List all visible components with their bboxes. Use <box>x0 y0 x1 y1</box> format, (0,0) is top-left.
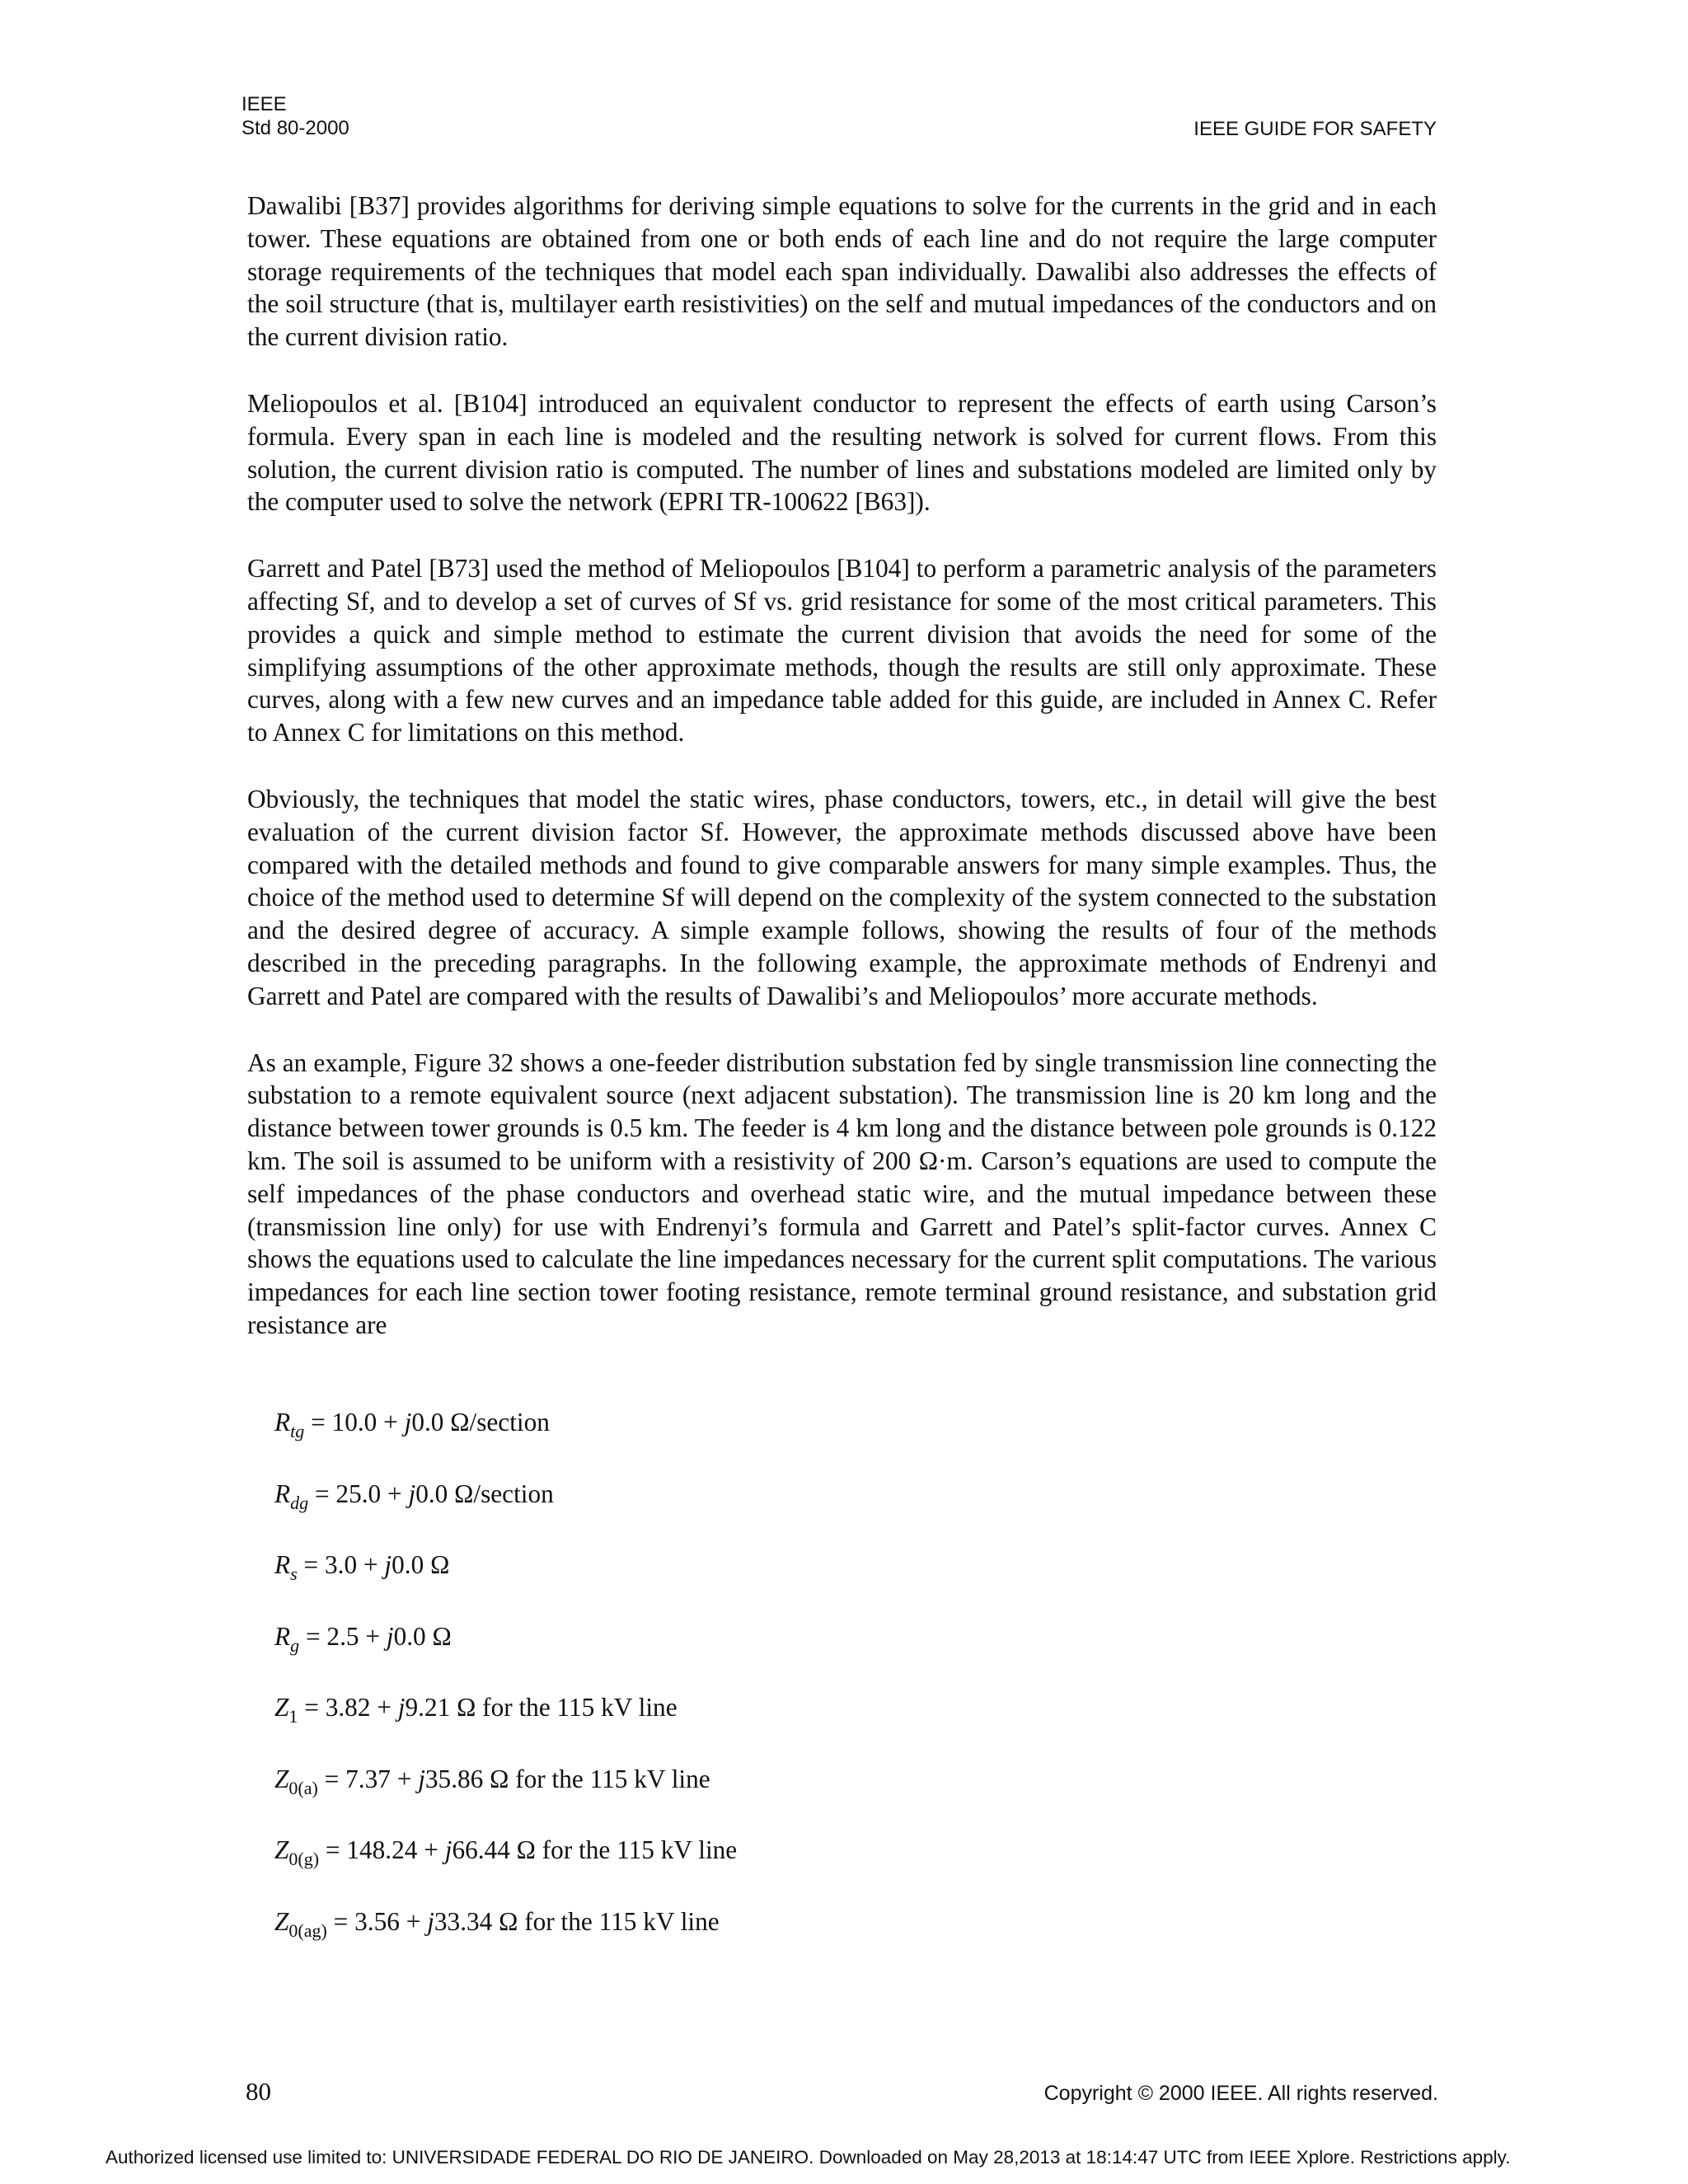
equation-list <box>274 1406 737 1976</box>
equation: $R_s = 3.0 + j0.0$ Ω <box>274 1550 450 1584</box>
body-text <box>247 190 1437 1376</box>
paragraph: As an example, Figure 32 shows a one-feeder distribution substation fed by single transmission line connecting the substation to a remote equivalent source (next adjacent substation). The transmission line is 20 km long and the distance between tower grounds is 0.5 km. The feeder is 4 km long and the distance between pole grounds is 0.122 km. The soil is assumed to be uniform with a resistivity of 200 Ω·m. Carson’s equations are used to compute the self impedances of the phase conductors and overhead static wire, and the mutual impedance between these (transmission line only) for use with Endrenyi’s formula and Garrett and Patel’s split-factor curves. Annex C shows the equations used to calculate the line impedances necessary for the current split computations. The various impedances for each line section tower footing resistance, remote terminal ground resistance, and substation grid resistance are <box>247 1047 1437 1339</box>
equation: $R_g = 2.5 + j0.0$ Ω <box>274 1621 452 1656</box>
equation: $Z_{0(ag)} = 3.56 + j33.34$ Ω for the 115 kV line <box>274 1906 720 1941</box>
paragraph: Dawalibi [B37] provides algorithms for deriving simple equations to solve for the currents in the grid and in each tower. These equations are obtained from one or both ends of each line and do not require the large computer storage requirements of the techniques that model each span individually. Dawalibi also addresses the effects of the soil structure (that is, multilayer earth resistivities) on the self and mutual impedances of the conductors and on the current division ratio. <box>247 191 1437 352</box>
header-org: IEEE <box>241 93 287 115</box>
paragraph: Garrett and Patel [B73] used the method of Meliopoulos [B104] to perform a parametric analysis of the parameters affecting Sf, and to develop a set of curves of Sf vs. grid resistance for some of the most critical parameters. This provides a quick and simple method to estimate the current division that avoids the need for some of the simplifying assumptions of the other approximate methods, though the results are still only approximate. These curves, along with a few new curves and an impedance table added for this guide, are included in Annex C. Refer to Annex C for limitations on this method. <box>247 554 1437 748</box>
header-std: Std 80-2000 <box>241 117 349 139</box>
running-header-left <box>241 92 349 140</box>
paragraph: Obviously, the techniques that model the static wires, phase conductors, towers, etc., in detail will give the best evaluation of the current division factor Sf. However, the approximate methods discussed above have been compared with the detailed methods and found to give comparable answers for many simple examples. Thus, the choice of the method used to determine Sf will depend on the complexity of the system connected to the substation and the desired degree of accuracy. A simple example follows, showing the results of four of the methods described in the preceding paragraphs. In the following example, the approximate methods of Endrenyi and Garrett and Patel are compared with the results of Dawalibi’s and Meliopoulos’ more accurate methods. <box>247 784 1437 1010</box>
license-notice: Authorized licensed use limited to: UNIVERSIDADE FEDERAL DO RIO DE JANEIRO. Downloaded on May 28,2013 at 18:14:47 UTC from IEEE Xplore. Restrictions apply. <box>106 2147 1511 2168</box>
equation: $Z_1 = 3.82 + j9.21$ Ω for the 115 kV line <box>274 1693 678 1727</box>
equation: $Z_{0(g)} = 148.24 + j66.44$ Ω for the 115 kV line <box>274 1835 738 1869</box>
equation: $R_{dg} = 25.0 + j0.0$ Ω/section <box>274 1479 554 1513</box>
equation: $Z_{0(a)} = 7.37 + j35.86$ Ω for the 115 kV line <box>274 1764 710 1798</box>
equation: $R_{tg} = 10.0 + j0.0$ Ω/section <box>274 1408 550 1441</box>
paragraph: Meliopoulos et al. [B104] introduced an equivalent conductor to represent the effects of earth using Carson’s formula. Every span in each line is modeled and the resulting network is solved for current flows. From this solution, the current division ratio is computed. The number of lines and substations modeled are limited only by the computer used to solve the network (EPRI TR-100622 [B63]). <box>247 388 1437 517</box>
page-number: 80 <box>246 2077 271 2106</box>
header-title: IEEE GUIDE FOR SAFETY <box>1193 118 1437 140</box>
copyright-notice: Copyright © 2000 IEEE. All rights reserved. <box>1043 2082 1438 2105</box>
